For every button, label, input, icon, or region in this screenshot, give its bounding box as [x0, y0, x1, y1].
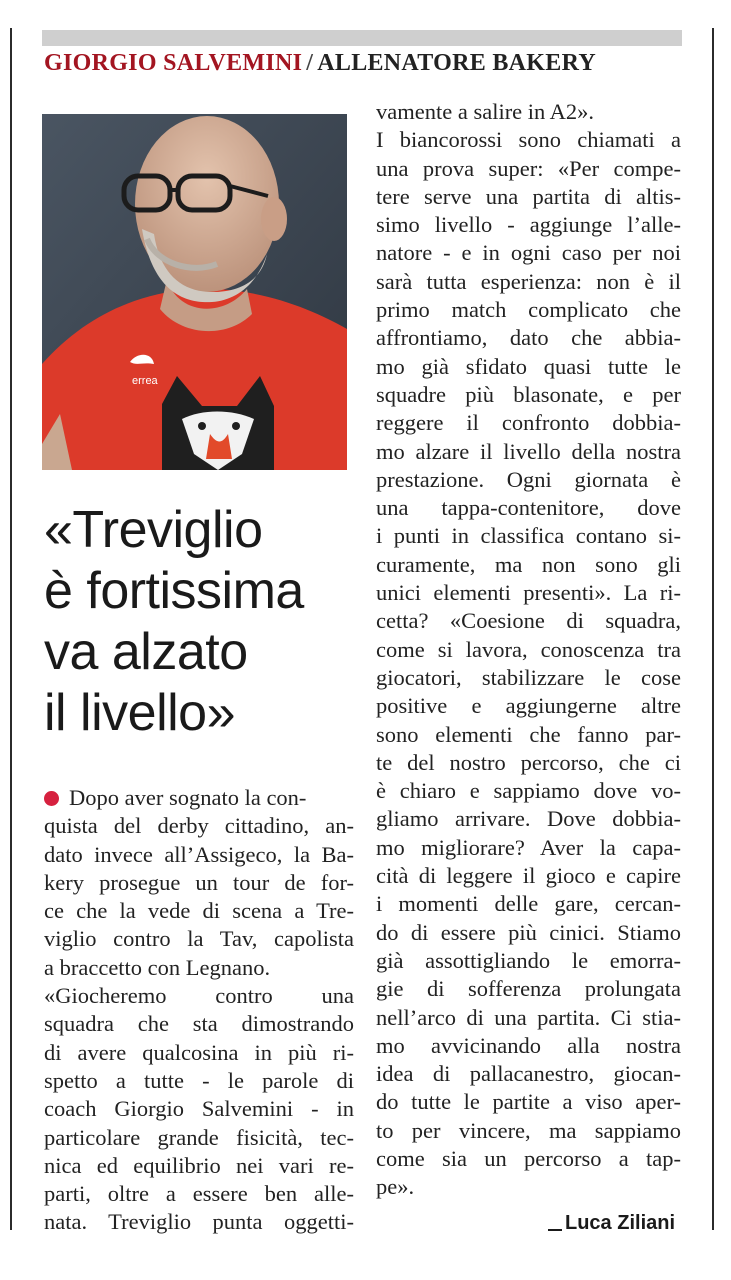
body-line: ce che la vede di scena a Tre- — [44, 898, 354, 924]
body-line: «Giocheremo contro una — [44, 983, 354, 1009]
body-line: è chiaro e sappiamo dove vo- — [376, 778, 681, 804]
headline-line: «Treviglio — [44, 501, 263, 559]
headline-line: è fortissima — [44, 562, 304, 620]
body-line: squadra che sta dimostrando — [44, 1011, 354, 1037]
headline — [44, 500, 364, 744]
kicker-separator: / — [306, 50, 314, 76]
body-line: squadre più blasonate, e per — [376, 381, 681, 407]
body-line: prestazione. Ogni giornata è — [376, 466, 681, 492]
lead-bullet-icon — [44, 791, 59, 806]
body-line: pe». — [376, 1174, 415, 1200]
coach-photo — [42, 114, 347, 470]
headline-line: va alzato — [44, 623, 248, 681]
body-line: giocatori, stabilizzare le cose — [376, 664, 681, 690]
body-line: mo migliorare? Aver la capa- — [376, 834, 681, 860]
body-line: mo avvicinando alla nostra — [376, 1032, 681, 1058]
body-line: sono elementi che fanno par- — [376, 721, 681, 747]
body-line: una tappa-contenitore, dove — [376, 495, 681, 521]
kicker-role: ALLENATORE BAKERY — [317, 50, 597, 76]
body-line: do di essere più cinici. Stiamo — [376, 919, 681, 945]
body-line: te del nostro percorso, che ci — [376, 749, 681, 775]
byline — [548, 1212, 675, 1235]
body-line: i punti in classifica contano si- — [376, 523, 681, 549]
left-column-rule — [10, 28, 12, 1230]
body-line: mo alzare il livello della nostra — [376, 438, 681, 464]
body-line: natore - e in ogni caso per noi — [376, 240, 681, 266]
body-line: già assottigliando le emorra- — [376, 947, 681, 973]
body-line: positive e aggiungerne altre — [376, 693, 681, 719]
svg-text:errea: errea — [132, 375, 158, 387]
body-line: nata. Treviglio punta oggetti- — [44, 1209, 354, 1235]
header-band — [42, 30, 682, 46]
byline-dash — [548, 1229, 562, 1231]
body-line: nica ed equilibrio nei vari re- — [44, 1152, 354, 1178]
body-line: reggere il confronto dobbia- — [376, 410, 681, 436]
body-line: mo già sfidato quasi tutte le — [376, 353, 681, 379]
body-line: nell’arco di una partita. Ci stia- — [376, 1004, 681, 1030]
body-column-right — [376, 98, 681, 1202]
body-line: viglio contro la Tav, capolista — [44, 926, 354, 952]
body-column-left — [44, 784, 354, 1237]
body-line: affrontiamo, dato che abbia- — [376, 325, 681, 351]
body-line: a braccetto con Legnano. — [44, 954, 271, 980]
body-line: di avere qualcosina in più ri- — [44, 1039, 354, 1065]
body-line: come sia un percorso a tap- — [376, 1145, 681, 1171]
body-line: vamente a salire in A2». — [376, 99, 595, 124]
coach-portrait-illustration — [42, 114, 347, 470]
body-line: i momenti delle gare, cercan- — [376, 891, 681, 917]
body-line: quista del derby cittadino, an- — [44, 813, 354, 839]
kicker — [44, 50, 596, 77]
body-line: do tutte le partite a viso aper- — [376, 1089, 681, 1115]
body-line: parti, oltre a essere ben alle- — [44, 1181, 354, 1207]
body-line: Dopo aver sognato la con- — [69, 785, 307, 810]
body-line: primo match complicato che — [376, 297, 681, 323]
right-column-rule — [712, 28, 714, 1230]
body-line: coach Giorgio Salvemini - in — [44, 1096, 354, 1122]
headline-line: il livello» — [44, 684, 236, 742]
body-line: gie di sofferenza prolungata — [376, 976, 681, 1002]
body-line: cità di leggere il gioco e capire — [376, 863, 681, 889]
body-line: simo livello - aggiunge l’alle- — [376, 212, 681, 238]
body-line: gliamo arrivare. Dove dobbia- — [376, 806, 681, 832]
body-line: kery prosegue un tour de for- — [44, 869, 354, 895]
body-line: to per vincere, ma sappiamo — [376, 1117, 681, 1143]
body-line: una prova super: «Per compe- — [376, 155, 681, 181]
body-line: dato invece all’Assigeco, la Ba- — [44, 841, 354, 867]
body-line: tere serve una partita di altis- — [376, 183, 681, 209]
body-line: cetta? «Coesione di squadra, — [376, 608, 681, 634]
body-line: I biancorossi sono chiamati a — [376, 127, 681, 153]
author-name: Luca Ziliani — [565, 1212, 676, 1234]
body-line: curamente, ma non sono gli — [376, 551, 681, 577]
body-line: particolare grande fisicità, tec- — [44, 1124, 354, 1150]
kicker-name: GIORGIO SALVEMINI — [44, 50, 303, 76]
body-line: come si lavora, conoscenza tra — [376, 636, 681, 662]
body-line: spetto a tutte - le parole di — [44, 1067, 354, 1093]
body-line: unici elementi presenti». La ri- — [376, 580, 681, 606]
body-line: sarà tutta esperienza: non è il — [376, 268, 681, 294]
body-line: idea di pallacanestro, giocan- — [376, 1061, 681, 1087]
